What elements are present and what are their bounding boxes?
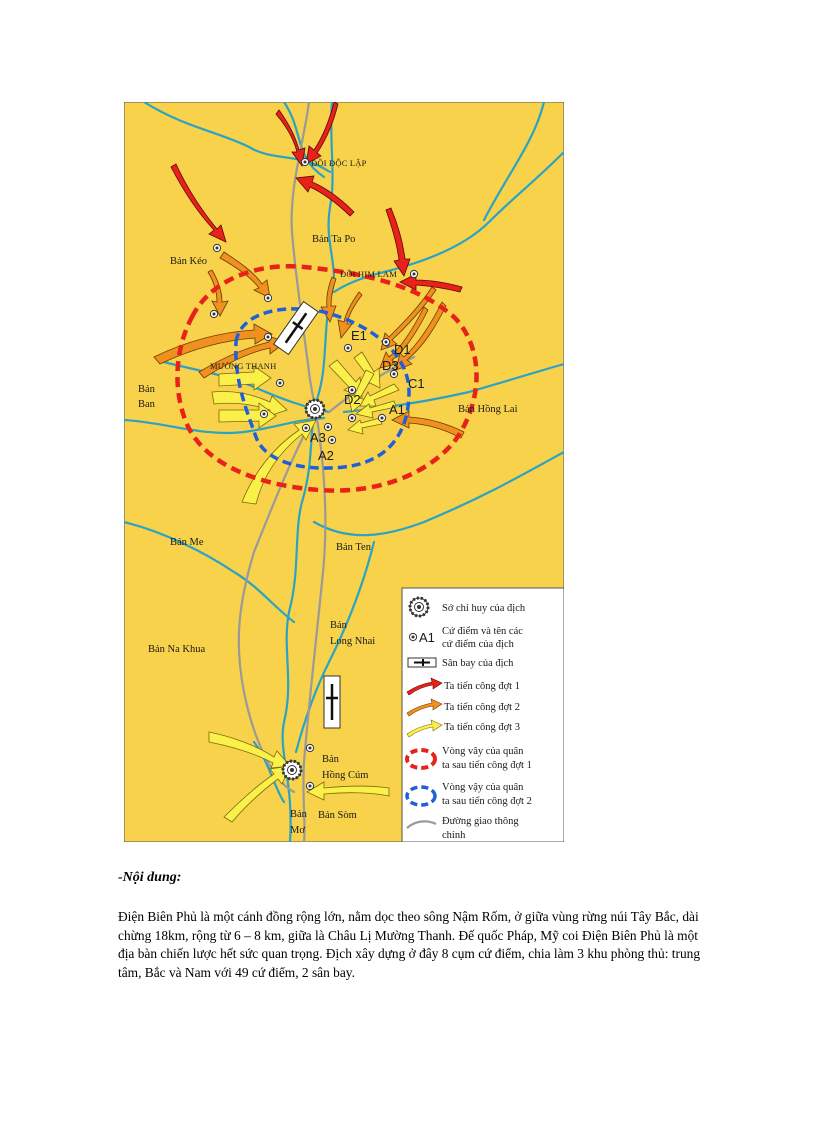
- legend-road-label-1: Đường giao thông: [442, 816, 519, 827]
- strongpoint-marker: [302, 424, 309, 431]
- place-label-ban-hong-cum-line2: Hồng Cúm: [322, 770, 369, 781]
- legend-airfield-icon: [408, 658, 436, 667]
- strongpoint-label-e1: E1: [351, 328, 367, 343]
- strongpoint-marker: [301, 158, 308, 165]
- strongpoint-marker: [344, 344, 351, 351]
- place-label-doi-doc-lap: ĐỒI ĐỘC LẬP: [311, 158, 367, 168]
- legend-siege1-label-2: ta sau tiến công đợt 1: [442, 760, 532, 771]
- dien-bien-phu-battle-map: [124, 102, 564, 842]
- strongpoint-marker: [348, 414, 355, 421]
- strongpoint-marker: [276, 379, 283, 386]
- legend-airfield-label: Sân bay của địch: [442, 658, 514, 669]
- place-label-ban-na-khua: Bản Na Khua: [148, 644, 206, 655]
- legend-siege1-label-1: Vòng vây của quân: [442, 746, 524, 757]
- place-label-ban-long-nhai-line1: Bản: [330, 620, 347, 631]
- place-label-ban-ta-po: Bản Ta Po: [312, 234, 356, 245]
- strongpoint-label-d1: D1: [394, 342, 411, 357]
- strongpoint-marker: [382, 338, 389, 345]
- strongpoint-marker: [264, 294, 271, 301]
- section-heading: -Nội dung:: [118, 870, 182, 885]
- strongpoint-label-a1: A1: [389, 402, 405, 417]
- map-legend: [402, 588, 564, 842]
- strongpoint-label-d2: D2: [344, 392, 361, 407]
- legend-attack1-label: Ta tiến công đợt 1: [444, 681, 520, 692]
- place-label-ban-ten: Bản Ten: [336, 542, 371, 553]
- strongpoint-marker: [260, 410, 267, 417]
- strongpoint-marker: [306, 782, 313, 789]
- legend-command-label: Sở chỉ huy của địch: [442, 603, 526, 614]
- legend-strongpoint-sample: A1: [419, 630, 435, 645]
- legend-siege2-label-1: Vòng vậy của quân: [442, 782, 524, 793]
- place-label-ban-mo-line1: Bản: [290, 809, 307, 820]
- legend-attack3-label: Ta tiến công đợt 3: [444, 722, 520, 733]
- strongpoint-marker: [378, 414, 385, 421]
- strongpoint-label-c1: C1: [408, 376, 425, 391]
- place-label-ban-me: Bản Me: [170, 537, 204, 548]
- command-post-hong-cum: [283, 761, 301, 779]
- legend-road-label-2: chính: [442, 830, 466, 841]
- place-label-ban-mo-line2: Mơ: [290, 825, 305, 836]
- place-label-ban-keo: Bản Kéo: [170, 256, 208, 267]
- strongpoint-marker: [213, 244, 220, 251]
- place-label-ban-hong-lai: Bản Hồng Lai: [458, 404, 518, 415]
- place-label-ban-long-nhai-line2: Long Nhai: [330, 636, 376, 647]
- place-label-ban-ban-line1: Bản: [138, 384, 155, 395]
- legend-strongpoint-label-1: Cứ điểm và tên các: [442, 626, 523, 637]
- place-label-ban-hong-cum-line1: Bản: [322, 754, 339, 765]
- strongpoint-label-a3: A3: [310, 430, 326, 445]
- strongpoint-marker: [306, 744, 313, 751]
- strongpoint-marker: [264, 333, 271, 340]
- legend-attack2-label: Ta tiến công đợt 2: [444, 702, 520, 713]
- legend-command-icon: [410, 598, 428, 616]
- legend-strongpoint-label-2: cứ điểm của địch: [442, 639, 514, 650]
- legend-strongpoint-icon: [409, 633, 416, 640]
- content-paragraph: Điện Biên Phủ là một cánh đồng rộng lớn, nằm dọc theo sông Nậm Rốm, ở giữa vùng rừng núi Tây Bắc, dài chừng 18km, rộng từ 6 – 8 km, giữa là Châu Lị Mường Thanh. Đế quốc Pháp, Mỹ coi Điện Biên Phủ là một địa bàn chiến lược hết sức quan trọng. Địch xây dựng ở đây 8 cụm cứ điểm, chia làm 3 khu phòng thủ: trung tâm, Bắc và Nam với 49 cứ điểm, 2 sân bay.: [118, 909, 701, 980]
- strongpoint-label-d3: D3: [382, 358, 399, 373]
- strongpoint-label-a2: A2: [318, 448, 334, 463]
- strongpoint-marker: [210, 310, 217, 317]
- place-label-muong-thanh: MƯỜNG THANH: [210, 361, 277, 371]
- place-label-ban-ban-line2: Ban: [138, 399, 155, 410]
- legend-siege2-label-2: ta sau tiến công đợt 2: [442, 796, 532, 807]
- strongpoint-marker: [410, 270, 417, 277]
- command-post-central: [306, 400, 324, 418]
- strongpoint-marker: [328, 436, 335, 443]
- place-label-doi-him-lam: ĐỒI HIM LAM: [340, 269, 397, 279]
- place-label-ban-som: Bản Sòm: [318, 810, 357, 821]
- airfield-hong-cum: [324, 676, 340, 728]
